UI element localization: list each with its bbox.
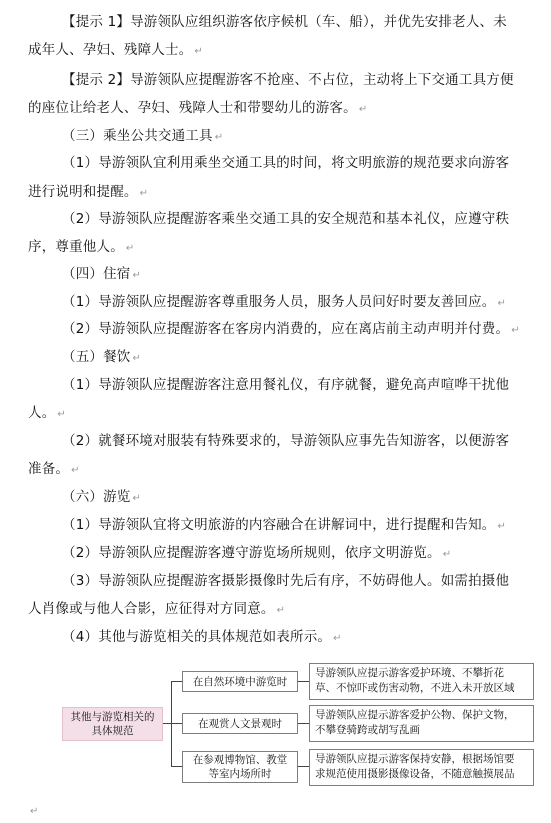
paragraph-line: （3）导游领队应提醒游客摄影摄像时先后有序，不妨碍他人。如需拍摄他 xyxy=(62,573,510,589)
diagram-branch-box xyxy=(182,713,298,734)
diagram-desc-box xyxy=(309,663,534,700)
paragraph-line: （4）其他与游览相关的具体规范如表所示。 ↵ xyxy=(62,629,342,645)
branch-desc: 导游领队应提示游客保持安静，根据场馆要 xyxy=(315,753,515,765)
paragraph-mark-icon: ↵ xyxy=(497,298,507,309)
branch-label: 在参观博物馆、教堂 xyxy=(192,754,288,766)
paragraph-mark-icon: ↵ xyxy=(333,633,342,644)
branch-label: 等室内场所时 xyxy=(208,768,272,780)
paragraph-line: （1）导游领队宜利用乘坐交通工具的时间，将文明旅游的规范要求向游客 xyxy=(62,155,510,171)
paragraph-mark-icon: ↵ xyxy=(442,549,452,560)
paragraph-line: （2）就餐环境对服装有特殊要求的，导游领队应事先告知游客，以便游客 xyxy=(62,433,510,449)
section-heading: （六）游览 ↵ xyxy=(62,489,142,505)
paragraph-line: 的座位让给老人、孕妇、残障人士和带婴幼儿的游客。 ↵ xyxy=(28,100,368,116)
connector-line xyxy=(171,723,182,724)
paragraph-mark-icon: ↵ xyxy=(276,605,286,616)
diagram-root-label: 其他与游览相关的 xyxy=(70,711,155,723)
diagram-desc-box xyxy=(309,705,534,742)
connector-line xyxy=(171,681,182,682)
paragraph-line: 序，尊重他人。 ↵ xyxy=(28,239,135,255)
empty-paragraph xyxy=(28,800,39,822)
connector-line xyxy=(163,723,171,724)
paragraph-line: （2）导游领队应提醒游客在客房内消费的，应在离店前主动声明并付费。 ↵ xyxy=(62,321,520,337)
diagram-root-box xyxy=(62,707,163,741)
paragraph-mark-icon: ↵ xyxy=(139,188,149,199)
branch-desc: 求规范使用摄影摄像设备，不随意触摸展品 xyxy=(315,768,515,780)
paragraph-mark-icon: ↵ xyxy=(511,325,520,336)
diagram-desc-box xyxy=(309,749,534,786)
diagram-root-label: 具体规范 xyxy=(91,725,134,737)
paragraph-line: 【提示 2】导游领队应提醒游客不抢座、不占位，主动将上下交通工具方便 xyxy=(62,72,514,88)
branch-desc: 导游领队应提示游客爱护环境、不攀折花 xyxy=(315,667,504,679)
paragraph-line: （2）导游领队应提醒游客乘坐交通工具的安全规范和基本礼仪，应遵守秩 xyxy=(62,211,510,227)
paragraph-mark-icon: ↵ xyxy=(358,104,368,115)
branch-label: 在观赏人文景观时 xyxy=(198,717,282,730)
paragraph-line: （2）导游领队应提醒游客遵守游览场所规则，依序文明游览。 ↵ xyxy=(62,545,452,561)
section-heading: （四）住宿 ↵ xyxy=(62,266,142,282)
branch-desc: 草、不惊吓或伤害动物，不进入未开放区域 xyxy=(315,682,515,694)
paragraph-line: （1）导游领队宜将文明旅游的内容融合在讲解词中，进行提醒和告知。 ↵ xyxy=(62,517,507,533)
paragraph-mark-icon: ↵ xyxy=(57,409,66,420)
section-heading: （五）餐饮 ↵ xyxy=(62,349,142,365)
paragraph-line: 成年人、孕妇、残障人士。 ↵ xyxy=(28,42,203,58)
paragraph-mark-icon: ↵ xyxy=(132,353,142,364)
paragraph-line: 人肖像或与他人合影，应征得对方同意。 ↵ xyxy=(28,601,286,617)
connector-line xyxy=(298,681,309,682)
paragraph-mark-icon: ↵ xyxy=(30,806,39,817)
paragraph-mark-icon: ↵ xyxy=(214,132,224,143)
connector-line xyxy=(171,766,182,767)
branch-desc: 导游领队应提示游客爱护公物、保护文物， xyxy=(315,709,515,721)
paragraph-line: 准备。 ↵ xyxy=(28,461,80,477)
paragraph-mark-icon: ↵ xyxy=(497,521,507,532)
paragraph-mark-icon: ↵ xyxy=(71,465,80,476)
connector-line xyxy=(171,681,172,767)
paragraph-mark-icon: ↵ xyxy=(132,270,142,281)
paragraph-mark-icon: ↵ xyxy=(132,493,142,504)
paragraph-line: （1）导游领队应提醒游客尊重服务人员，服务人员问好时要友善回应。 ↵ xyxy=(62,294,507,310)
branch-desc: 不攀登骑跨或胡写乱画 xyxy=(315,724,420,736)
connector-line xyxy=(298,723,309,724)
paragraph-line: （1）导游领队应提醒游客注意用餐礼仪，有序就餐，避免高声喧哗干扰他 xyxy=(62,377,510,393)
branch-label: 在自然环境中游览时 xyxy=(192,675,288,688)
paragraph-mark-icon: ↵ xyxy=(125,243,135,254)
norms-diagram xyxy=(0,655,551,795)
connector-line xyxy=(298,766,309,767)
paragraph-mark-icon: ↵ xyxy=(194,46,203,57)
section-heading: （三）乘坐公共交通工具 ↵ xyxy=(62,128,224,144)
diagram-branch-box xyxy=(182,751,298,783)
diagram-branch-box xyxy=(182,671,298,692)
paragraph-line: 【提示 1】导游领队应组织游客依序候机（车、船），并优先安排老人、未 xyxy=(62,14,507,30)
paragraph-line: 进行说明和提醒。 ↵ xyxy=(28,184,149,200)
paragraph-line: 人。 ↵ xyxy=(28,405,66,421)
